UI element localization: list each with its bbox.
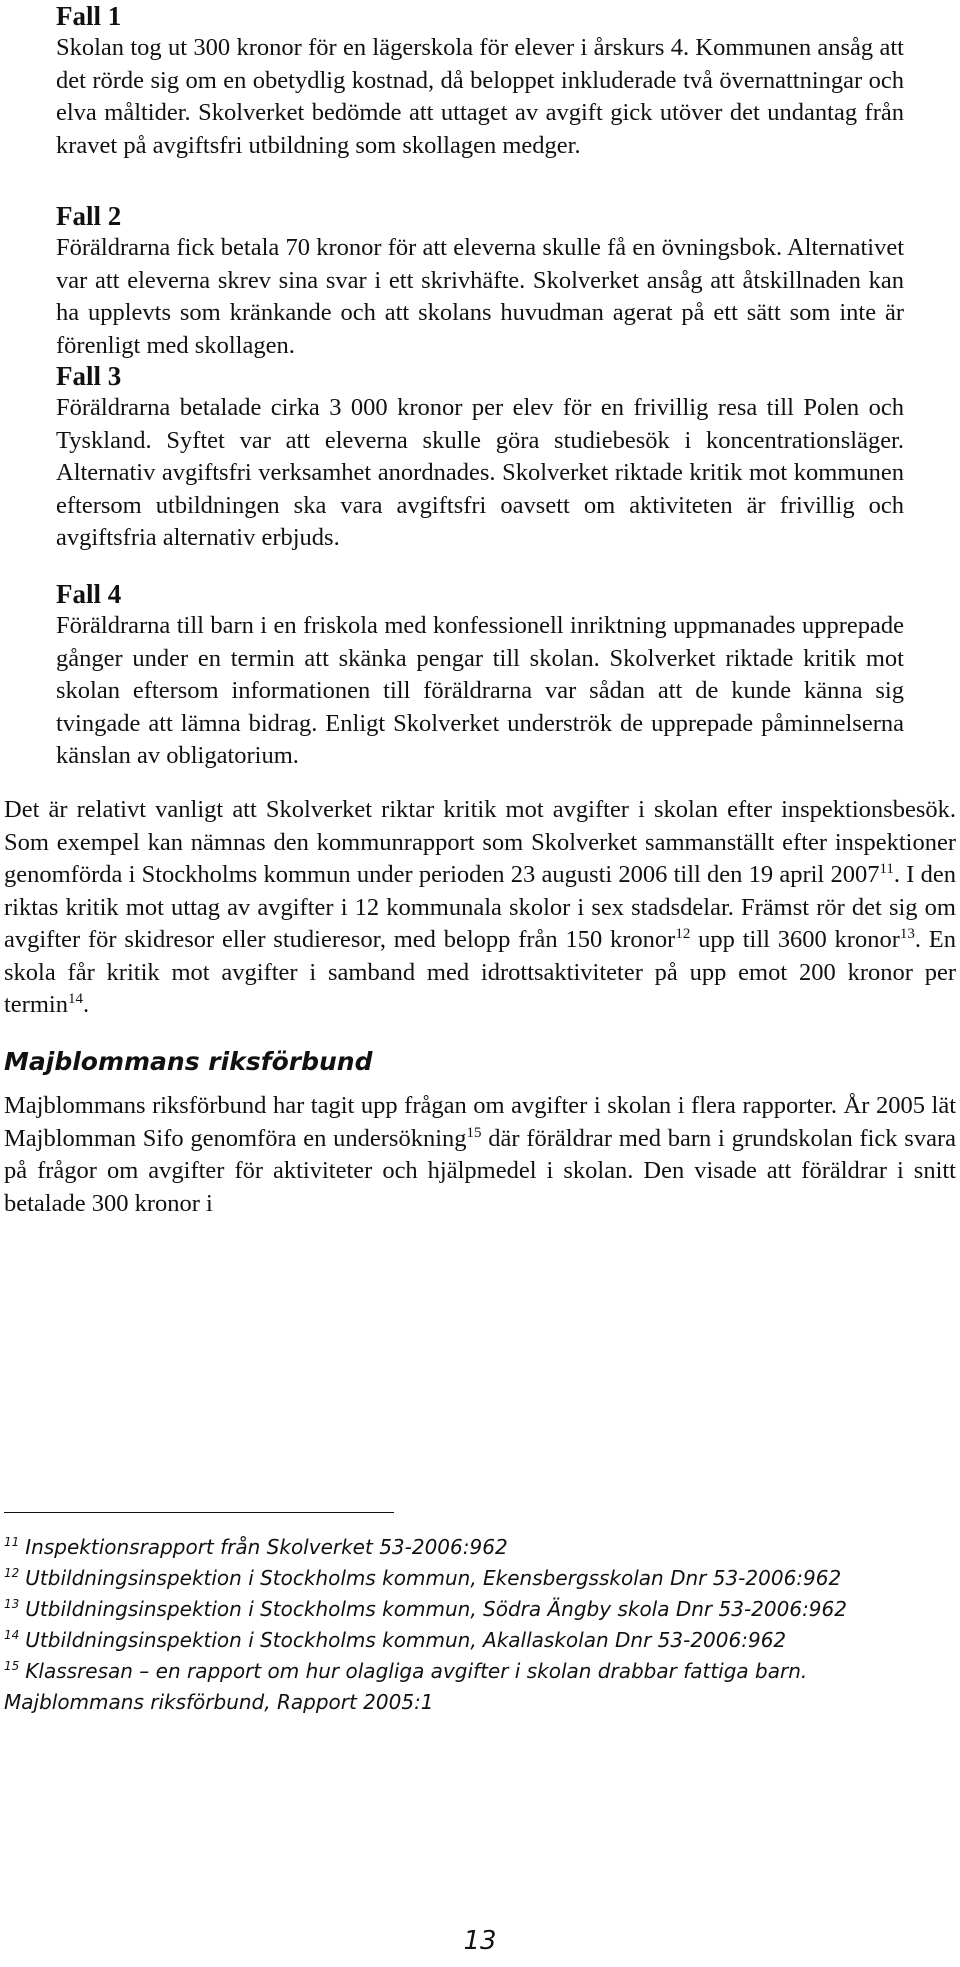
paragraph-text: upp till 3600 kronor (690, 926, 900, 953)
case-title: Fall 3 (56, 361, 122, 391)
footnote-13 (4, 1594, 954, 1625)
paragraph-text: . (82, 991, 90, 1018)
case-text: Skolan tog ut 300 kronor för en lägerskola för elever i årskurs 4. Kommunen ansåg att det rörde sig om en obetydlig kostnad, då beloppet inkluderade två övernattningar och elva måltider. Skolverket bedömde att uttaget av avgift gick utöver det undantag från kravet på avgiftsfri utbildning som skollagen medger. (56, 34, 904, 159)
footnote-text: Inspektionsrapport från Skolverket 53-2006:962 (25, 1535, 508, 1559)
footnote-text: Klassresan – en rapport om hur olagliga avgifter i skolan drabbar fattiga barn. (25, 1659, 808, 1683)
paragraph-text: där föräldrar med barn i grundskolan fick svara på frågor om avgifter för aktiviteter och hjälpmedel i skolan. Den visade att föräldrar i snitt betalade 300 kronor i (4, 1124, 956, 1217)
footnote-11 (4, 1532, 954, 1563)
footnote-text: Utbildningsinspektion i Stockholms kommun, Ekensbergsskolan Dnr 53-2006:962 (25, 1566, 842, 1590)
footnote-ref[interactable]: 14 (67, 990, 83, 1007)
footnote-ref[interactable]: 13 (899, 925, 915, 942)
footnote-15 (4, 1656, 954, 1687)
page-number: 13 (463, 1926, 497, 1956)
case-text: Föräldrarna fick betala 70 kronor för att eleverna skulle få en övningsbok. Alternativet var att eleverna skrev sina svar i ett skrivhäfte. Skolverket ansåg att åtskillnaden kan ha upplevts som kränkande och att skolans huvudman agerat på ett sätt som inte är förenligt med skollagen. (56, 234, 904, 359)
paragraph-text: Det är relativt vanligt att Skolverket riktar kritik mot avgifter i skolan efter inspektionsbesök. Som exempel kan nämnas den kommunrapport som Skolverket sammanställt efter inspektioner genomförda i Stockholms kommun under perioden 23 augusti 2006 till den 19 april 2007 (4, 796, 956, 888)
case-title: Fall 1 (56, 1, 122, 31)
footnote-ref[interactable]: 15 (466, 1124, 482, 1141)
case-3 (56, 360, 904, 555)
case-2 (56, 200, 904, 362)
paragraph-text: . I den riktas kritik mot uttag av avgifter i 12 kommunala skolor i sex stadsdelar. Främst rör det sig om avgifter för skidresor eller studieresor, med belopp från 150 kronor (4, 861, 956, 953)
case-title: Fall 4 (56, 579, 122, 609)
footnotes (4, 1532, 954, 1718)
case-1 (56, 0, 904, 162)
footnote-14 (4, 1625, 954, 1656)
case-title: Fall 2 (56, 201, 122, 231)
footnote-ref[interactable]: 12 (675, 925, 691, 942)
footnote-number: 15 (4, 1659, 20, 1674)
footnote-number: 13 (4, 1597, 20, 1612)
footnote-12 (4, 1563, 954, 1594)
case-text: Föräldrarna till barn i en friskola med konfessionell inriktning uppmanades upprepade gånger under en termin att skänka pengar till skolan. Skolverket riktade kritik mot skolan eftersom informationen till föräldrarna var sådan att de kunde känna sig tvingade att lämna bidrag. Enligt Skolverket underströk de upprepade påminnelserna känslan av obligatorium. (56, 612, 904, 769)
footnote-number: 14 (4, 1628, 20, 1643)
body-paragraph (4, 1090, 956, 1220)
case-4 (56, 578, 904, 773)
footnote-text: Utbildningsinspektion i Stockholms kommun, Södra Ängby skola Dnr 53-2006:962 (25, 1597, 847, 1621)
paragraph-text: Majblommans riksförbund har tagit upp frågan om avgifter i skolan i flera rapporter. År 2005 lät Majblomman Sifo genomföra en undersökning (4, 1092, 956, 1152)
footnote-ref[interactable]: 11 (879, 860, 894, 877)
case-text: Föräldrarna betalade cirka 3 000 kronor per elev för en frivillig resa till Polen och Tyskland. Syftet var att eleverna skulle göra studiebesök i koncentrationsläger. Alternativ avgiftsfri verksamhet anordnades. Skolverket riktade kritik mot kommunen eftersom utbildningen ska vara avgiftsfri oavsett om aktiviteten är frivillig och avgiftsfria alternativ erbjuds. (56, 394, 904, 551)
body-paragraph (4, 794, 956, 1022)
section-heading: Majblommans riksförbund (4, 1047, 373, 1076)
footnote-number: 12 (4, 1566, 20, 1581)
footnote-text: Utbildningsinspektion i Stockholms kommun, Akallaskolan Dnr 53-2006:962 (25, 1628, 787, 1652)
paragraph-text: . En skola får kritik mot avgifter i samband med idrottsaktiviteter på upp emot 200 kronor per termin (4, 926, 957, 1018)
footnote-continuation: Majblommans riksförbund, Rapport 2005:1 (4, 1690, 434, 1714)
footnote-number: 11 (4, 1535, 20, 1550)
footnote-divider (4, 1512, 394, 1513)
